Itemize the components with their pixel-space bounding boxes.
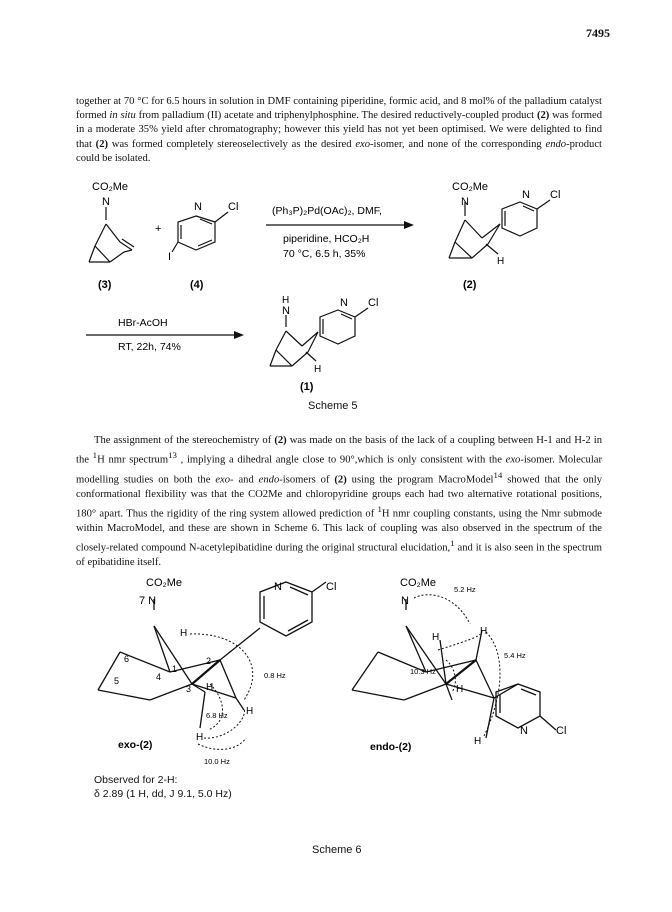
exo-position-5: 5 — [114, 676, 120, 686]
chloro-label-1: Cl — [368, 297, 379, 309]
endo-co2me-label: CO₂Me — [400, 577, 437, 589]
hydrogen-label-1: H — [314, 364, 322, 375]
endo-h2-label: H — [474, 736, 482, 747]
exo-h3-label: H — [206, 682, 214, 693]
nitrogen-label-2: N — [461, 196, 469, 208]
exo-coupling-10.0: 10.0 Hz — [204, 757, 230, 766]
observed-value: δ 2.89 (1 H, dd, J 9.1, 5.0 Hz) — [94, 788, 232, 800]
conditions-1-top: (Ph₃P)₂Pd(OAc)₂, DMF, — [272, 205, 382, 217]
exo-coupling-6.8: 6.8 Hz — [206, 711, 228, 720]
exo-co2me-label: CO₂Me — [146, 577, 183, 589]
endo-h3-label: H — [456, 684, 464, 695]
exo-pyridine-n-label: N — [274, 581, 282, 593]
endo-h1-label: H — [432, 632, 440, 643]
plus-sign: + — [155, 223, 162, 235]
exo-position-1: 1 — [172, 664, 178, 674]
conditions-1-bottom-1: piperidine, HCO₂H — [283, 233, 370, 245]
conditions-2-top: HBr-AcOH — [118, 317, 168, 329]
conditions-1-bottom-2: 70 °C, 6.5 h, 35% — [283, 248, 366, 260]
exo-coupling-0.8: 0.8 Hz — [264, 671, 286, 680]
endo-coupling-5.4: 5.4 Hz — [504, 651, 526, 660]
endo-pyridine-n-label: N — [520, 725, 528, 737]
endo-2-label: endo-(2) — [370, 741, 412, 753]
exo-position-2: 2 — [206, 656, 212, 666]
co2me-label-3: CO₂Me — [92, 181, 129, 193]
exo-position-4: 4 — [156, 672, 162, 682]
endo-chloro-label: Cl — [556, 725, 567, 737]
observed-title: Observed for 2-H: — [94, 774, 178, 786]
scheme-5-caption: Scheme 5 — [308, 400, 358, 412]
page-number: 7495 — [586, 26, 610, 40]
pyridine-n-label-1: N — [340, 297, 348, 309]
compound-3-label: (3) — [98, 279, 112, 291]
iodo-label-4: I — [168, 251, 172, 263]
endo-n-label: N — [401, 595, 409, 607]
observed-nmr-note — [94, 773, 232, 801]
nitrogen-label-3: N — [102, 196, 110, 208]
chloro-label-2: Cl — [550, 189, 561, 201]
co2me-label-2: CO₂Me — [452, 181, 489, 193]
paragraph-stereochemistry-assignment: The assignment of the stereochemistry of (2) was made on the basis of the lack of a coupling between H-1 and H-2 in the $^1$H nmr spectrum$^{13}$ , implying a dihedral angle close to 90°,which is only consistent with the exo-isomer. Molecular modelling studies on both the exo- and endo-isomers of (2) using the program MacroModel$^{14}$ showed that the only conformational flexibility was that the CO2Me and chloropyridine groups each had two alternative rotational positions, 180° apart. Thus the rigidity of the ring system allowed prediction of $^1$H nmr coupling constants, using the Nmr submode within MacroModel, and these are shown in Scheme 6. This lack of coupling was also observed in the spectrum of the closely-related compound N-acetylepibatidine during the original structural elucidation,$^1$ and it is also seen in the spectrum of epibatidine itself. — [76, 435, 603, 568]
nh-hydrogen-label-1: H — [282, 295, 290, 306]
pyridine-n-label-2: N — [522, 189, 530, 201]
compound-2-label: (2) — [463, 279, 477, 291]
compound-1-label: (1) — [300, 381, 314, 393]
exo-2-label: exo-(2) — [118, 739, 153, 751]
exo-h1-label: H — [180, 628, 188, 639]
exo-n7-label: 7 N — [139, 595, 157, 607]
pyridine-n-label-4: N — [194, 201, 202, 213]
endo-coupling-10.3: 10.3 Hz — [410, 667, 436, 676]
chloro-label-4: Cl — [228, 201, 239, 213]
hydrogen-label-2: H — [497, 256, 505, 267]
endo-coupling-5.2: 5.2 Hz — [454, 585, 476, 594]
exo-h3b-label: H — [196, 732, 204, 743]
exo-position-6: 6 — [124, 654, 130, 664]
exo-chloro-label: Cl — [326, 581, 337, 593]
exo-position-3: 3 — [186, 684, 192, 694]
conditions-2-bottom: RT, 22h, 74% — [118, 341, 181, 353]
paragraph-reaction-description: together at 70 °C for 6.5 hours in solution in DMF containing piperidine, formic acid, and 8 mol% of the palladium catalyst formed in situ from palladium (II) acetate and triphenylphosphine. The desired reductively-coupled product (2) was formed in a moderate 35% yield after chromatography; however this yield has not yet been optimised. We were delighted to find that (2) was formed completely stereoselectively as the desired exo-isomer, and none of the corresponding endo-product could be isolated. — [76, 96, 602, 164]
nitrogen-label-1: N — [282, 305, 290, 317]
exo-h2-label: H — [246, 706, 254, 717]
compound-4-label: (4) — [190, 279, 204, 291]
endo-h7-label: H — [480, 626, 488, 637]
scheme-6-caption: Scheme 6 — [312, 844, 362, 856]
